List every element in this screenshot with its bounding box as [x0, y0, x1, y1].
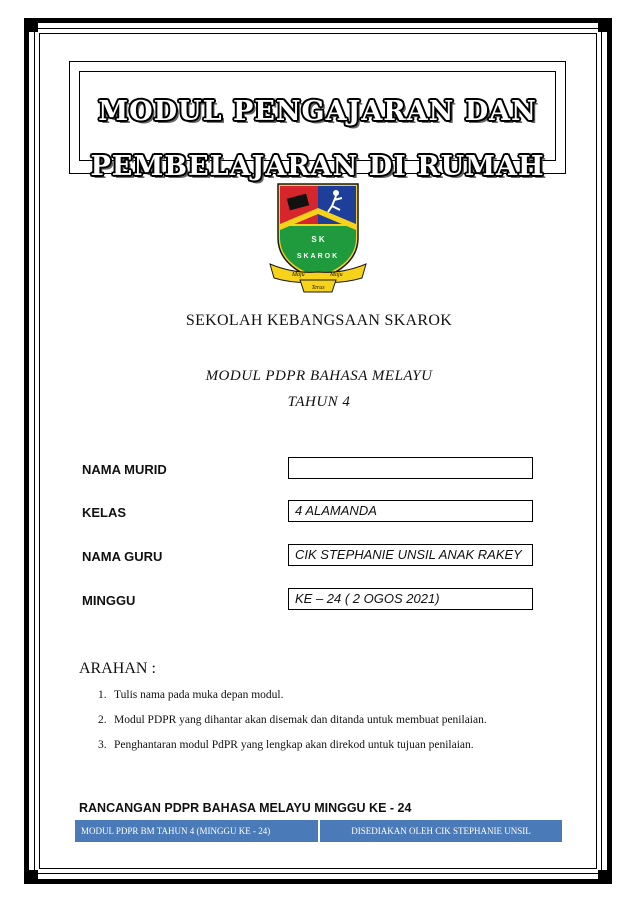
school-crest-logo	[270, 180, 366, 296]
instruction-text: Modul PDPR yang dihantar akan disemak dan ditanda untuk membuat penilaian.	[114, 714, 487, 726]
minggu-label: MINGGU	[82, 593, 136, 608]
instruction-item	[98, 714, 487, 726]
kelas-label: KELAS	[82, 505, 127, 520]
svg-text:S K	[311, 235, 325, 244]
nama-guru-field[interactable]: CIK STEPHANIE UNSIL ANAK RAKEY	[288, 544, 533, 566]
crest-initial-s: S	[311, 235, 317, 244]
footer-left-text: MODUL PDPR BM TAHUN 4 (MINGGU KE - 24)	[75, 820, 320, 842]
nama-murid-label: NAMA MURID	[82, 462, 167, 477]
arahan-heading: ARAHAN :	[79, 660, 156, 677]
instruction-number: 1.	[98, 689, 107, 701]
crest-motto-right: Maju	[330, 272, 343, 278]
instruction-text: Penghantaran modul PdPR yang lengkap akan direkod untuk tujuan penilaian.	[114, 739, 474, 751]
modul-title: MODUL PDPR BAHASA MELAYU	[205, 368, 433, 384]
rancangan-heading: RANCANGAN PDPR BAHASA MELAYU MINGGU KE - 24	[79, 801, 412, 815]
instruction-number: 2.	[98, 714, 107, 726]
instruction-number: 3.	[98, 739, 107, 751]
title-line-2: PEMBELAJARAN DI RUMAH	[90, 151, 545, 182]
crest-motto-bottom: Terus	[311, 285, 325, 291]
footer-right-text: DISEDIAKAN OLEH CIK STEPHANIE UNSIL	[351, 826, 531, 836]
crest-school-short: SKAROK	[296, 253, 340, 260]
border-corner	[24, 870, 38, 884]
instruction-item	[98, 689, 284, 701]
minggu-field[interactable]: KE – 24 ( 2 OGOS 2021)	[288, 588, 533, 610]
border-corner	[24, 18, 38, 32]
border-corner	[598, 18, 612, 32]
nama-guru-label: NAMA GURU	[82, 549, 163, 564]
title-box-inner	[79, 71, 556, 182]
instruction-text: Tulis nama pada muka depan modul.	[114, 689, 284, 701]
footer-bar	[75, 820, 562, 842]
crest-motto-left: Maju	[292, 272, 305, 278]
kelas-field[interactable]: 4 ALAMANDA	[288, 500, 533, 522]
crest-initial-k: K	[318, 235, 325, 244]
title-line-1: MODUL PENGAJARAN DAN	[98, 96, 537, 127]
modul-year: TAHUN 4	[287, 394, 351, 410]
nama-murid-field[interactable]	[288, 457, 533, 479]
instruction-item	[98, 739, 474, 751]
border-corner	[598, 870, 612, 884]
school-name: SEKOLAH KEBANGSAAN SKAROK	[185, 312, 453, 329]
